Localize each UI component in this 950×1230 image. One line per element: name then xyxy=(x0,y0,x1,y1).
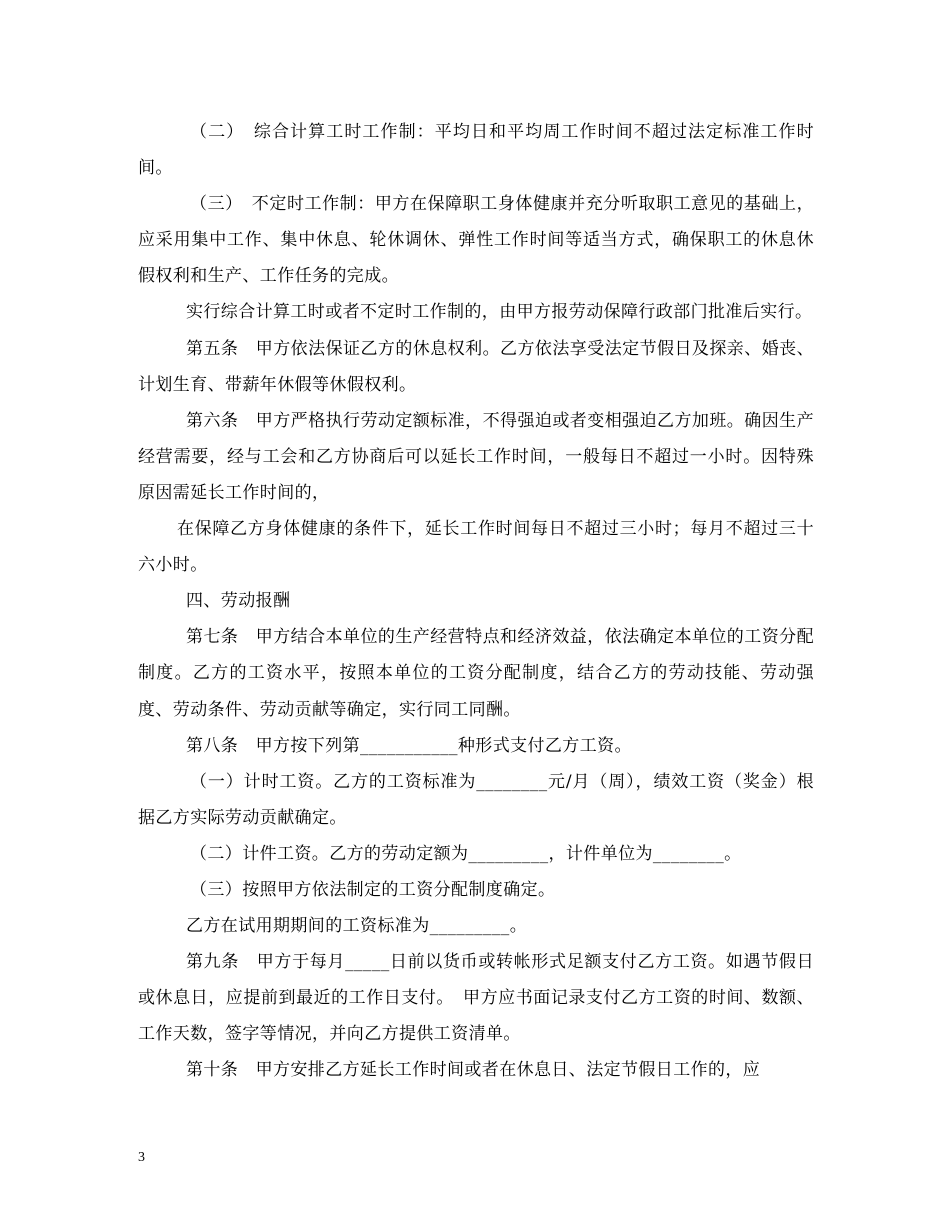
paragraph-article-9: 第九条 甲方于每月_____日前以货币或转帐形式足额支付乙方工资。如遇节假日或休息日，应提前到最近的工作日支付。 甲方应书面记录支付乙方工资的时间、数额、工作天数，签字等情况，并向乙方提供工资清单。 xyxy=(138,952,814,1045)
paragraph-piece-wage: （二）计件工资。乙方的劳动定额为_________，计件单位为________。 xyxy=(190,843,742,864)
paragraph-comprehensive-hours: （二） 综合计算工时工作制：平均日和平均周工作时间不超过法定标准工作时间。 xyxy=(138,122,814,179)
paragraph-overtime-limit: 在保障乙方身体健康的条件下，延长工作时间每日不超过三小时；每月不超过三十六小时。 xyxy=(138,519,814,576)
paragraph-article-7: 第七条 甲方结合本单位的生产经营特点和经济效益，依法确定本单位的工资分配制度。乙方的工资水平，按照本单位的工资分配制度，结合乙方的劳动技能、劳动强度、劳动条件、劳动贡献等确定，实行同工同酬。 xyxy=(138,627,814,720)
paragraph-approval: 实行综合计算工时或者不定时工作制的，由甲方报劳动保障行政部门批准后实行。 xyxy=(186,302,813,323)
paragraph-time-wage: （一）计时工资。乙方的工资标准为________元/月（周），绩效工资（奖金）根据乙方实际劳动贡献确定。 xyxy=(138,771,814,828)
paragraph-probation-wage: 乙方在试用期期间的工资标准为_________。 xyxy=(186,916,528,937)
paragraph-article-10: 第十条 甲方安排乙方延长工作时间或者在休息日、法定节假日工作的，应 xyxy=(186,1060,761,1081)
paragraph-article-6: 第六条 甲方严格执行劳动定额标准，不得强迫或者变相强迫乙方加班。确因生产经营需要，经与工会和乙方协商后可以延长工作时间，一般每日不超过一小时。因特殊原因需延长工作时间的， xyxy=(138,410,814,503)
paragraph-article-5: 第五条 甲方依法保证乙方的休息权利。乙方依法享受法定节假日及探亲、婚丧、计划生育、带薪年休假等休假权利。 xyxy=(138,338,814,395)
paragraph-flexible-hours: （三） 不定时工作制：甲方在保障职工身体健康并充分听取职工意见的基础上，应采用集中工作、集中休息、轮休调休、弹性工作时间等适当方式，确保职工的休息休假权利和生产、工作任务的完成。 xyxy=(138,194,814,287)
paragraph-wage-system: （三）按照甲方依法制定的工资分配制度确定。 xyxy=(190,879,556,900)
document-body xyxy=(138,114,814,1089)
paragraph-article-8: 第八条 甲方按下列第___________种形式支付乙方工资。 xyxy=(186,735,632,756)
page-number: 3 xyxy=(138,1150,145,1165)
section-heading-remuneration: 四、劳动报酬 xyxy=(186,591,291,612)
